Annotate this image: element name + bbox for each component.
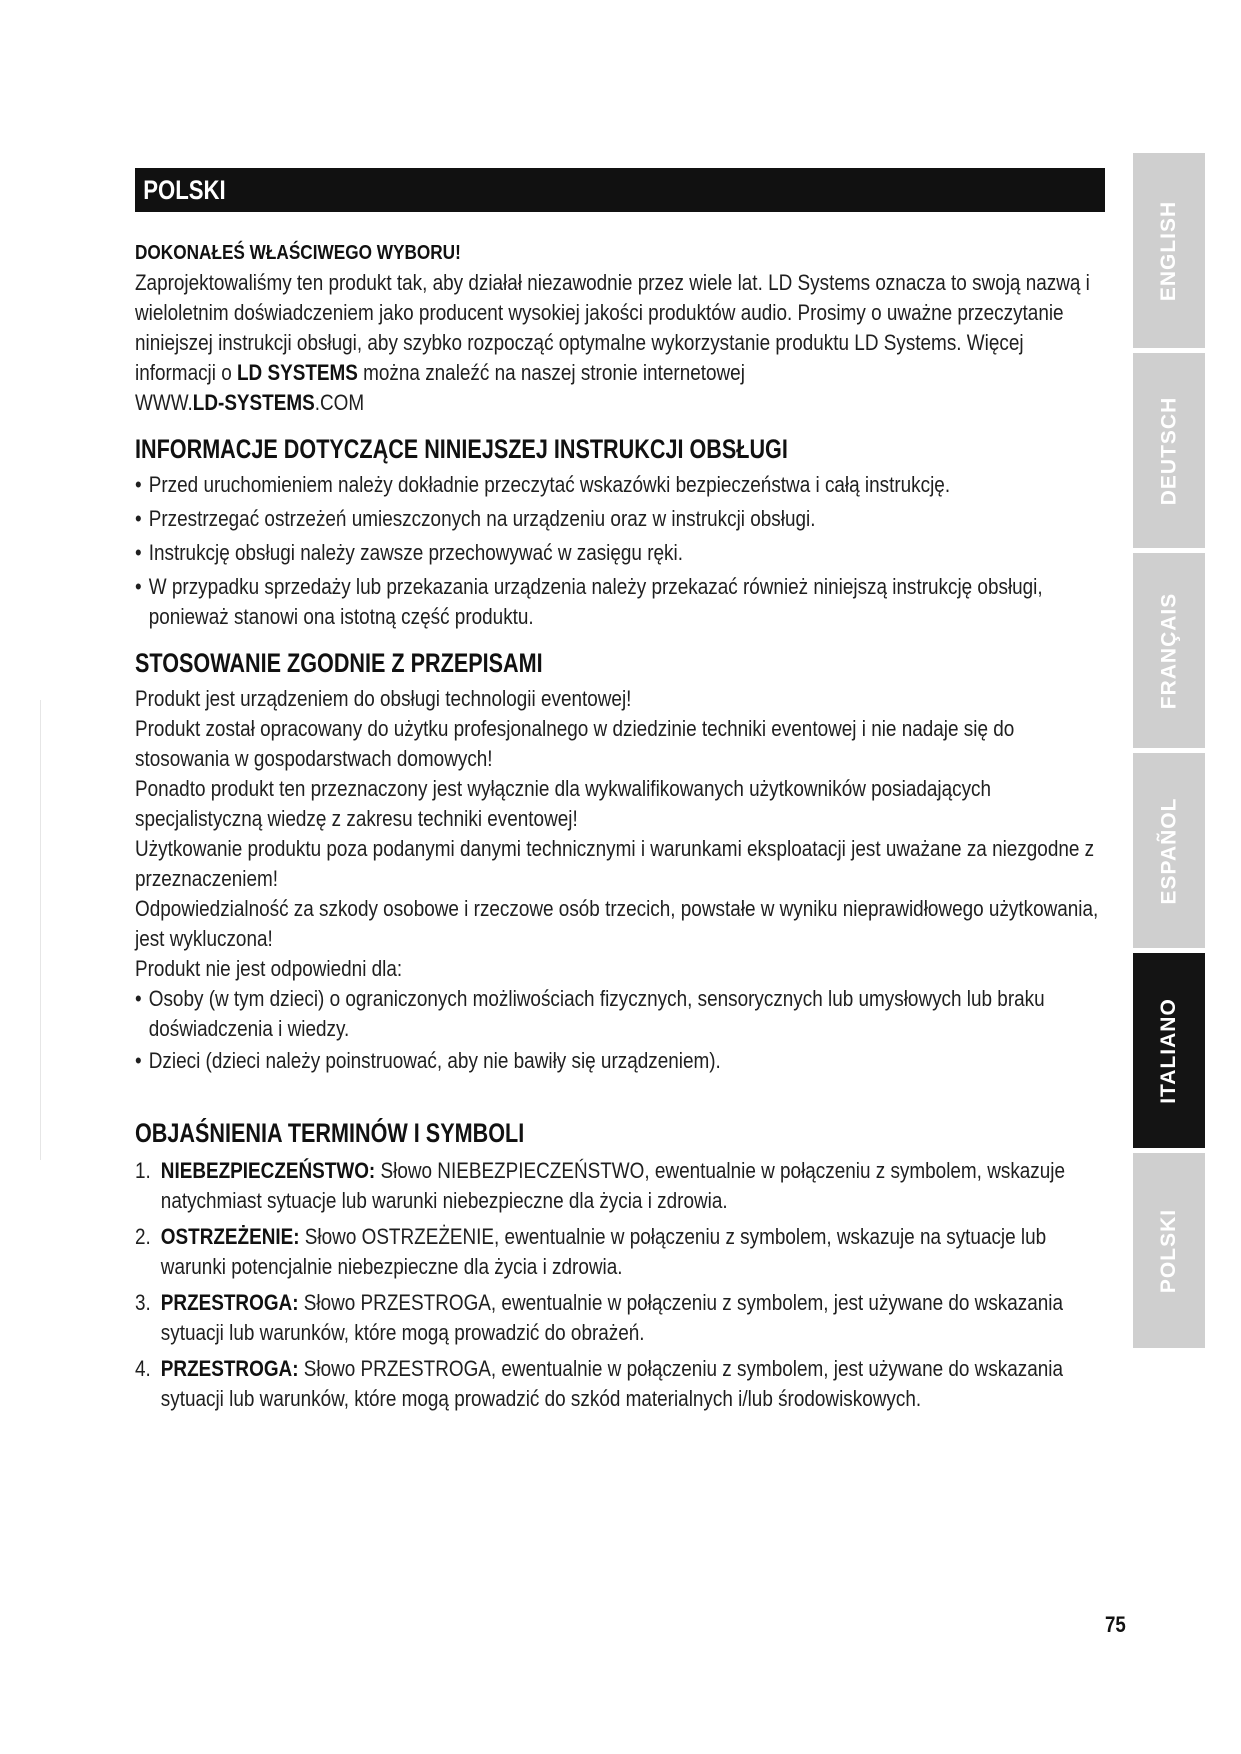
item-number: 1. <box>135 1158 151 1183</box>
item-number: 3. <box>135 1290 151 1315</box>
not-suitable-list <box>135 984 1105 1076</box>
language-header-label: POLSKI <box>143 174 226 205</box>
tab-italiano[interactable] <box>1133 953 1205 1148</box>
intro-paragraph <box>135 268 1105 418</box>
tab-english[interactable] <box>1133 153 1205 348</box>
tab-francais-label: FRANÇAIS <box>1157 592 1180 709</box>
item-text: Słowo PRZESTROGA, ewentualnie w połączeniu z symbolem, jest używane do wskazania sytuacji lub warunków, które mogą prowadzić do szkód materialnych i/lub środowiskowych. <box>160 1356 1064 1411</box>
intro-url-post: .COM <box>314 390 365 415</box>
item-term: PRZESTROGA: <box>160 1356 299 1381</box>
list-item: • Dzieci (dzieci należy poinstruować, aby nie bawiły się urządzeniem). <box>135 1046 1105 1076</box>
intended-use-para: Odpowiedzialność za szkody osobowe i rzeczowe osób trzecich, powstałe w wyniku nieprawidłowego użytkowania, jest wykluczona! <box>135 896 1099 951</box>
manual-info-heading: INFORMACJE DOTYCZĄCE NINIEJSZEJ INSTRUKCJI OBSŁUGI <box>135 434 788 464</box>
intro-text-b: można znaleźć na naszej stronie internetowej <box>357 360 745 385</box>
tab-polski[interactable] <box>1133 1153 1205 1348</box>
item-text: Słowo PRZESTROGA, ewentualnie w połączeniu z symbolem, jest używane do wskazania sytuacji lub warunków, które mogą prowadzić do obrażeń. <box>160 1290 1064 1345</box>
intro-url-pre: WWW. <box>135 390 193 415</box>
symbols-heading: OBJAŚNIENIA TERMINÓW I SYMBOLI <box>135 1118 525 1148</box>
list-item <box>135 1156 1105 1216</box>
item-number: 2. <box>135 1224 151 1249</box>
page-number: 75 <box>1105 1612 1126 1637</box>
item-text: Słowo OSTRZEŻENIE, ewentualnie w połączeniu z symbolem, wskazuje na sytuacje lub warunki potencjalnie niebezpieczne dla życia i zdrowia. <box>160 1224 1047 1279</box>
tab-deutsch[interactable] <box>1133 353 1205 548</box>
list-item: • Osoby (w tym dzieci) o ograniczonych możliwościach fizycznych, sensorycznych lub umysłowych lub braku doświadczenia i wiedzy. <box>135 984 1105 1044</box>
main-content <box>135 238 1105 1420</box>
tab-francais[interactable] <box>1133 553 1205 748</box>
item-term: PRZESTROGA: <box>160 1290 299 1315</box>
list-item: • Instrukcję obsługi należy zawsze przechowywać w zasięgu ręki. <box>135 538 1105 568</box>
tab-polski-label: POLSKI <box>1157 1208 1180 1293</box>
list-item <box>135 1222 1105 1282</box>
list-item <box>135 1288 1105 1348</box>
intended-use-para: Użytkowanie produktu poza podanymi danymi technicznymi i warunkami eksploatacji jest uważane za niezgodne z przeznaczeniem! <box>135 836 1095 891</box>
item-term: NIEBEZPIECZEŃSTWO: <box>160 1158 376 1183</box>
scan-edge-line <box>40 700 41 1160</box>
tab-deutsch-label: DEUTSCH <box>1157 396 1181 505</box>
list-item: • W przypadku sprzedaży lub przekazania urządzenia należy przekazać również niniejszą instrukcję obsługi, ponieważ stanowi ona istotną część produktu. <box>135 572 1105 632</box>
intended-use-para: Produkt jest urządzeniem do obsługi technologii eventowej! <box>135 686 632 711</box>
tab-espanol-label: ESPAÑOL <box>1157 797 1180 904</box>
intended-use-para: Ponadto produkt ten przeznaczony jest wyłącznie dla wykwalifikowanych użytkowników posiadających specjalistyczną wiedzę z zakresu techniki eventowej! <box>135 776 992 831</box>
tab-espanol[interactable] <box>1133 753 1205 948</box>
intended-use-heading: STOSOWANIE ZGODNIE Z PRZEPISAMI <box>135 648 543 678</box>
item-number: 4. <box>135 1356 151 1381</box>
intro-url-brand: LD-SYSTEMS <box>192 390 315 415</box>
intro-kicker: DOKONAŁEŚ WŁAŚCIWEGO WYBORU! <box>135 242 461 264</box>
intro-text-a: Zaprojektowaliśmy ten produkt tak, aby działał niezawodnie przez wiele lat. LD Systems oznacza to swoją nazwą i wieloletnim doświadczeniem jako producent wysokiej jakości produktów audio. Prosimy o uważne przeczytanie niniejszej instrukcji obsługi, aby szybko rozpocząć optymalne wykorzystanie produktu LD Systems. Więcej informacji o <box>135 270 1090 385</box>
language-header-bar <box>135 168 1105 212</box>
intended-use-para: Produkt został opracowany do użytku profesjonalnego w dziedzinie techniki eventowej i nie nadaje się do stosowania w gospodarstwach domowych! <box>135 716 1015 771</box>
tab-english-label: ENGLISH <box>1157 200 1180 301</box>
list-item: • Przed uruchomieniem należy dokładnie przeczytać wskazówki bezpieczeństwa i całą instrukcję. <box>135 470 1105 500</box>
tab-italiano-label: ITALIANO <box>1157 997 1181 1104</box>
symbols-list <box>135 1156 1105 1414</box>
intended-use-para: Produkt nie jest odpowiedni dla: <box>135 956 403 981</box>
list-item <box>135 1354 1105 1414</box>
item-text: Słowo NIEBEZPIECZEŃSTWO, ewentualnie w połączeniu z symbolem, wskazuje natychmiast sytuacje lub warunki niebezpieczne dla życia i zdrowia. <box>160 1158 1066 1213</box>
item-term: OSTRZEŻENIE: <box>160 1224 300 1249</box>
intro-brand: LD SYSTEMS <box>236 360 358 385</box>
list-item: • Przestrzegać ostrzeżeń umieszczonych na urządzeniu oraz w instrukcji obsługi. <box>135 504 1105 534</box>
manual-info-list <box>135 470 1105 632</box>
